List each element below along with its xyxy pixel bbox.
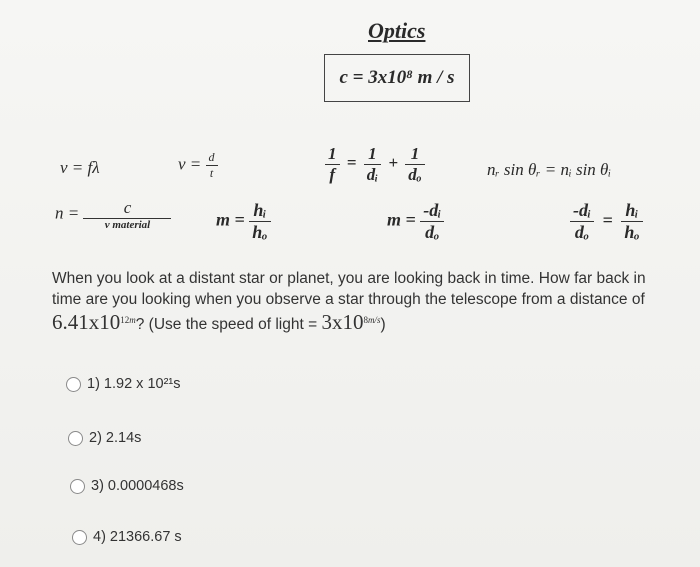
- lens-den-2: dᵢ: [366, 165, 379, 184]
- speed-of-light-box: c = 3x10⁸ m / s: [324, 54, 470, 102]
- magnification-heights: [216, 200, 271, 243]
- lens-frac-2: [364, 144, 381, 185]
- lens-num-3: 1: [410, 144, 420, 163]
- magnification-ratio: [570, 200, 643, 243]
- answer-option-3[interactable]: [70, 478, 184, 494]
- speed-exponent: 8: [363, 315, 368, 325]
- speed-value: 3x10: [321, 310, 364, 335]
- index-equation: [55, 198, 171, 231]
- snell-law: nᵣ sin θᵣ = nᵢ sin θᵢ: [487, 160, 612, 179]
- mag1-den: hₒ: [252, 222, 268, 242]
- lens-num-1: 1: [328, 144, 337, 163]
- mag3-fraction-b: [621, 200, 642, 243]
- magnification-distances: [387, 200, 444, 243]
- mag3-equals: =: [602, 209, 613, 230]
- velocity-denominator: t: [209, 166, 214, 180]
- index-numerator: c: [123, 198, 132, 217]
- option-label: 2) 2.14s: [89, 430, 142, 446]
- mag2-lhs: m =: [387, 209, 416, 230]
- velocity-equation: [178, 150, 218, 181]
- index-fraction: [83, 198, 171, 231]
- radio-button[interactable]: [70, 479, 85, 494]
- velocity-fraction: [206, 150, 218, 181]
- answer-option-4[interactable]: [72, 529, 182, 545]
- distance-unit: m: [129, 315, 136, 325]
- radio-button[interactable]: [72, 530, 87, 545]
- question-part-a: When you look at a distant star or planet, you are looking back in time. How far back in time are you looking when you observe a star through the telescope from a distance of: [52, 270, 646, 308]
- index-lhs: n =: [55, 203, 80, 223]
- speed-unit: m/s: [367, 315, 381, 325]
- mag3-den-b: hₒ: [624, 222, 640, 242]
- mag1-lhs: m =: [216, 209, 245, 230]
- question-text: [52, 268, 664, 335]
- radio-button[interactable]: [66, 377, 81, 392]
- mag3-num-a: -dᵢ: [573, 200, 592, 220]
- question-part-b: ? (Use the speed of light =: [135, 316, 322, 334]
- option-label: 1) 1.92 x 10²¹s: [87, 376, 181, 392]
- velocity-lhs: v =: [178, 154, 202, 174]
- page-title: Optics: [368, 18, 426, 43]
- mag3-fraction-a: [570, 200, 594, 243]
- lens-frac-1: [325, 144, 340, 185]
- lens-den-1: f: [329, 165, 336, 184]
- mag1-fraction: [249, 200, 270, 243]
- lens-equation: $\frac{1}{f}$ = $\frac{1}{\text{dᵢ}}$ + $\frac{1}{\text{dₒ}}$: [325, 144, 425, 185]
- lens-den-3: dₒ: [408, 165, 422, 184]
- index-denominator: v material: [104, 219, 151, 231]
- option-label: 3) 0.0000468s: [91, 478, 184, 494]
- velocity-numerator: d: [208, 150, 215, 164]
- mag1-num: hᵢ: [253, 200, 267, 220]
- mag3-den-a: dₒ: [574, 222, 590, 242]
- answer-option-1[interactable]: [66, 376, 181, 392]
- lens-num-2: 1: [368, 144, 377, 163]
- distance-value: 6.41x10: [52, 310, 121, 335]
- option-label: 4) 21366.67 s: [93, 529, 182, 545]
- lens-frac-3: [405, 144, 424, 185]
- distance-exponent: 12: [120, 315, 130, 325]
- mag3-num-b: hᵢ: [625, 200, 639, 220]
- wave-equation: v = fλ: [60, 158, 100, 177]
- mag2-fraction: [420, 200, 444, 243]
- mag2-den: dₒ: [425, 222, 440, 242]
- question-part-c: ): [380, 316, 386, 334]
- mag2-num: -dᵢ: [423, 200, 442, 220]
- answer-option-2[interactable]: [68, 430, 141, 446]
- radio-button[interactable]: [68, 431, 83, 446]
